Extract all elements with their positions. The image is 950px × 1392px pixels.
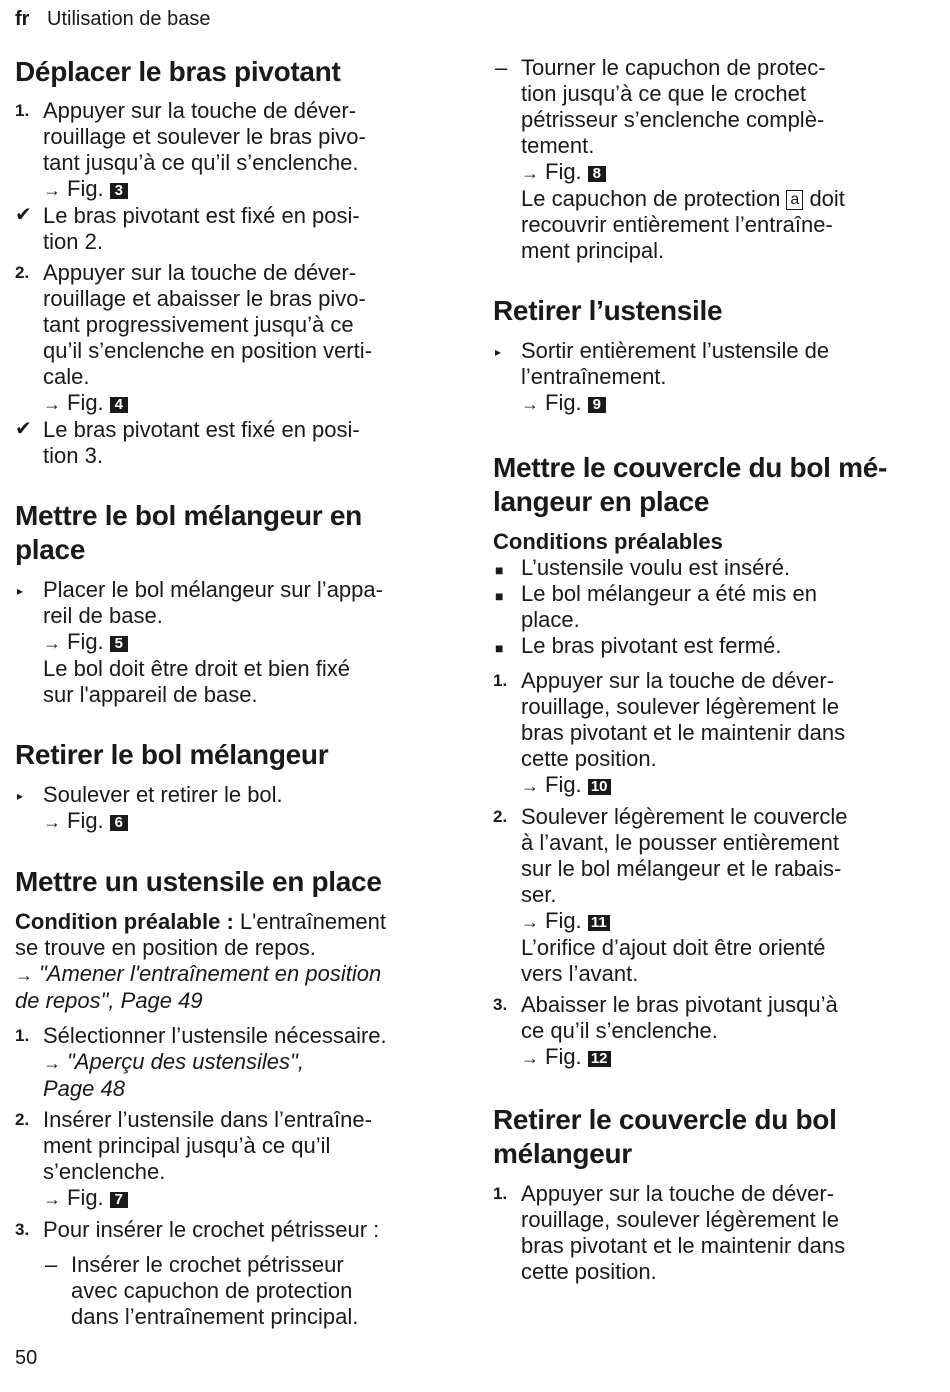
figure-badge: 4 bbox=[110, 397, 128, 413]
step-1: 1. Appuyer sur la touche de déver- rouillage, soulever légèrement le bras pivotant et le maintenir dans cette position. bbox=[493, 1181, 846, 1284]
figure-ref: → Fig. 6 bbox=[43, 808, 455, 835]
step-number: 1. bbox=[493, 671, 508, 690]
check-icon: ✔ bbox=[15, 418, 32, 440]
result-1: ✔ Le bras pivotant est fixé en posi- tion 2. bbox=[15, 203, 360, 254]
arrow-icon: → bbox=[43, 812, 61, 832]
square-bullet-icon: ■ bbox=[495, 562, 504, 578]
arrow-icon: → bbox=[43, 180, 61, 200]
step-2: 2. Insérer l’ustensile dans l’entraîne- ment principal jusqu’à ce qu’il s’enclenche. → Fig. 7 bbox=[15, 1107, 455, 1212]
step-number: 3. bbox=[15, 1220, 30, 1239]
instruction: ▸ Placer le bol mélangeur sur l’appa- reil de base. → Fig. 5 Le bol doit être droit et bien fixé sur l'appareil de base. bbox=[15, 577, 455, 708]
figure-ref: → Fig. 5 bbox=[43, 629, 455, 656]
continued: → Fig. 8 Le capuchon de protection a doit recouvrir entièrement l’entraîne- ment principal. bbox=[493, 159, 933, 264]
step-1: 1. Sélectionner l’ustensile nécessaire. → "Aperçu des ustensiles", Page 48 bbox=[15, 1023, 455, 1102]
triangle-bullet-icon: ▸ bbox=[17, 789, 24, 803]
step-number: 2. bbox=[15, 1110, 30, 1129]
page-header bbox=[15, 8, 210, 31]
figure-badge: 6 bbox=[110, 815, 128, 831]
step-number: 2. bbox=[15, 263, 30, 282]
step-number: 1. bbox=[15, 101, 30, 120]
figure-badge: 12 bbox=[588, 1051, 611, 1067]
step-number: 3. bbox=[493, 995, 508, 1014]
arrow-icon: → bbox=[521, 776, 539, 796]
arrow-icon: → bbox=[521, 394, 539, 414]
step-3: 3. Pour insérer le crochet pétrisseur : bbox=[15, 1217, 380, 1242]
figure-ref: → Fig. 10 bbox=[521, 772, 933, 799]
precondition-item: ■ L’ustensile voulu est inséré. bbox=[493, 555, 933, 581]
instruction: ▸ Sortir entièrement l’ustensile de l’entraînement. → Fig. 9 bbox=[493, 338, 933, 417]
section-title-place-tool: Mettre un ustensile en place bbox=[15, 866, 382, 897]
figure-ref: → Fig. 3 bbox=[43, 176, 455, 203]
callout-letter-a: a bbox=[786, 190, 803, 210]
arrow-icon: → bbox=[521, 1048, 539, 1068]
page-number: 50 bbox=[15, 1347, 38, 1369]
figure-badge: 9 bbox=[588, 397, 606, 413]
section-title-remove-bowl: Retirer le bol mélangeur bbox=[15, 739, 329, 770]
step-number: 1. bbox=[493, 1184, 508, 1203]
section-title-remove-tool: Retirer l’ustensile bbox=[493, 295, 723, 326]
sub-step: – Tourner le capuchon de protec- tion jusqu’à ce que le crochet pétrisseur s’enclenche complè- tement. bbox=[495, 55, 826, 158]
preconditions-title: Conditions préalables bbox=[493, 529, 723, 554]
step-2: 2. Soulever légèrement le couvercle à l’avant, le pousser entièrement sur le bol mélangeur et le rabais- ser. → Fig. 11 L’orifice d’ajout doit être orienté vers l’avant. bbox=[493, 804, 933, 987]
step-number: 1. bbox=[15, 1026, 30, 1045]
figure-badge: 10 bbox=[588, 779, 611, 795]
dash-bullet: – bbox=[495, 55, 508, 80]
triangle-bullet-icon: ▸ bbox=[495, 345, 502, 359]
arrow-icon: → bbox=[15, 965, 33, 985]
section-title-remove-lid: Retirer le couvercle du bol mélangeur bbox=[493, 1104, 837, 1169]
arrow-icon: → bbox=[43, 1053, 61, 1073]
figure-badge: 5 bbox=[110, 636, 128, 652]
figure-ref: → Fig. 12 bbox=[521, 1044, 933, 1071]
step-1: 1. Appuyer sur la touche de déver- rouillage et soulever le bras pivo- tant jusqu’à ce qu’il s’enclenche. → Fig. 3 bbox=[15, 98, 455, 203]
instruction: ▸ Soulever et retirer le bol. → Fig. 6 bbox=[15, 782, 455, 835]
figure-badge: 11 bbox=[588, 915, 610, 931]
square-bullet-icon: ■ bbox=[495, 640, 504, 656]
arrow-icon: → bbox=[521, 912, 539, 932]
cross-reference[interactable]: → "Amener l'entraînement en position bbox=[15, 961, 382, 986]
section-title-place-bowl: Mettre le bol mélangeur en place bbox=[15, 500, 362, 565]
figure-ref: → Fig. 4 bbox=[43, 390, 455, 417]
arrow-icon: → bbox=[43, 1189, 61, 1209]
figure-badge: 7 bbox=[110, 1192, 128, 1208]
step-number: 2. bbox=[493, 807, 508, 826]
precondition-item: ■ Le bras pivotant est fermé. bbox=[493, 633, 933, 659]
figure-ref: → Fig. 7 bbox=[43, 1185, 455, 1212]
figure-badge: 8 bbox=[588, 166, 606, 182]
square-bullet-icon: ■ bbox=[495, 588, 504, 604]
section-title-place-lid: Mettre le couvercle du bol mé- langeur en place bbox=[493, 452, 887, 517]
figure-badge: 3 bbox=[110, 183, 128, 199]
section-title-move-arm: Déplacer le bras pivotant bbox=[15, 56, 341, 87]
check-icon: ✔ bbox=[15, 204, 32, 226]
figure-ref: → Fig. 8 bbox=[521, 159, 933, 186]
figure-ref: → Fig. 9 bbox=[521, 390, 933, 417]
arrow-icon: → bbox=[521, 163, 539, 183]
arrow-icon: → bbox=[43, 394, 61, 414]
step-2: 2. Appuyer sur la touche de déver- rouillage et abaisser le bras pivo- tant progressivement jusqu’à ce qu’il s’enclenche en position verti- cale. → Fig. 4 bbox=[15, 260, 455, 417]
language-code: fr bbox=[15, 8, 30, 30]
cross-reference[interactable]: → "Aperçu des ustensiles", bbox=[43, 1049, 304, 1074]
right-column bbox=[493, 55, 933, 1285]
result-2: ✔ Le bras pivotant est fixé en posi- tion 3. bbox=[15, 417, 360, 468]
left-column: Déplacer le bras pivotant 1. Appuyer sur la touche de déver- rouillage et soulever le bras pivo- tant jusqu’à ce qu’il s’enclenche. → Fig. 3 ✔ Le bras pivotant est fixé en posi- tion 2. 2. Appuyer sur la touche de déver- rouillage et abaisser le bras pivo- tant progressivement jusqu’à ce qu’il s’enclenche en position verti- cale. → Fig. 4 ✔ Le bras pivotant est fixé en posi- tion 3. Mettre le bol mélangeur en place ▸ Placer le bol mélangeur sur l’appa- reil de base. → Fig. 5 Le bol doit être droit et bien fixé sur l'appareil de base. Retirer le bol mélangeur ▸ Soulever et retirer le bol. → Fig. 6 Mettre un ustensile en place Condition préalable : L'entraînement se trouve en position de repos. → "Amener l'entraînement en position de repos", Page 49 1. Sélectionner l’ustensile nécessaire. → "Aperçu des ustensiles", Page 48 2. Insérer l’ustensile dans l’entraîne- ment principal jusqu’à ce qu’il s’enclenche. → Fig. 7 3. Pour insérer le crochet pétrisseur : – Insérer le crochet pétrisseur avec capuchon de protection dans l’entraînement principal. bbox=[15, 55, 455, 1330]
header-title: Utilisation de base bbox=[47, 8, 211, 30]
triangle-bullet-icon: ▸ bbox=[17, 584, 24, 598]
precondition: Condition préalable : L'entraînement bbox=[15, 909, 386, 934]
sub-step: – Insérer le crochet pétrisseur avec capuchon de protection dans l’entraînement principal. bbox=[45, 1252, 359, 1329]
step-1: 1. Appuyer sur la touche de déver- rouillage, soulever légèrement le bras pivotant et le maintenir dans cette position. → Fig. 10 bbox=[493, 668, 933, 799]
arrow-icon: → bbox=[43, 633, 61, 653]
dash-bullet: – bbox=[45, 1252, 58, 1277]
precondition-item: ■ Le bol mélangeur a été mis en place. bbox=[495, 581, 817, 632]
figure-ref: → Fig. 11 bbox=[521, 908, 933, 935]
step-3: 3. Abaisser le bras pivotant jusqu’à ce qu’il s’enclenche. → Fig. 12 bbox=[493, 992, 933, 1071]
